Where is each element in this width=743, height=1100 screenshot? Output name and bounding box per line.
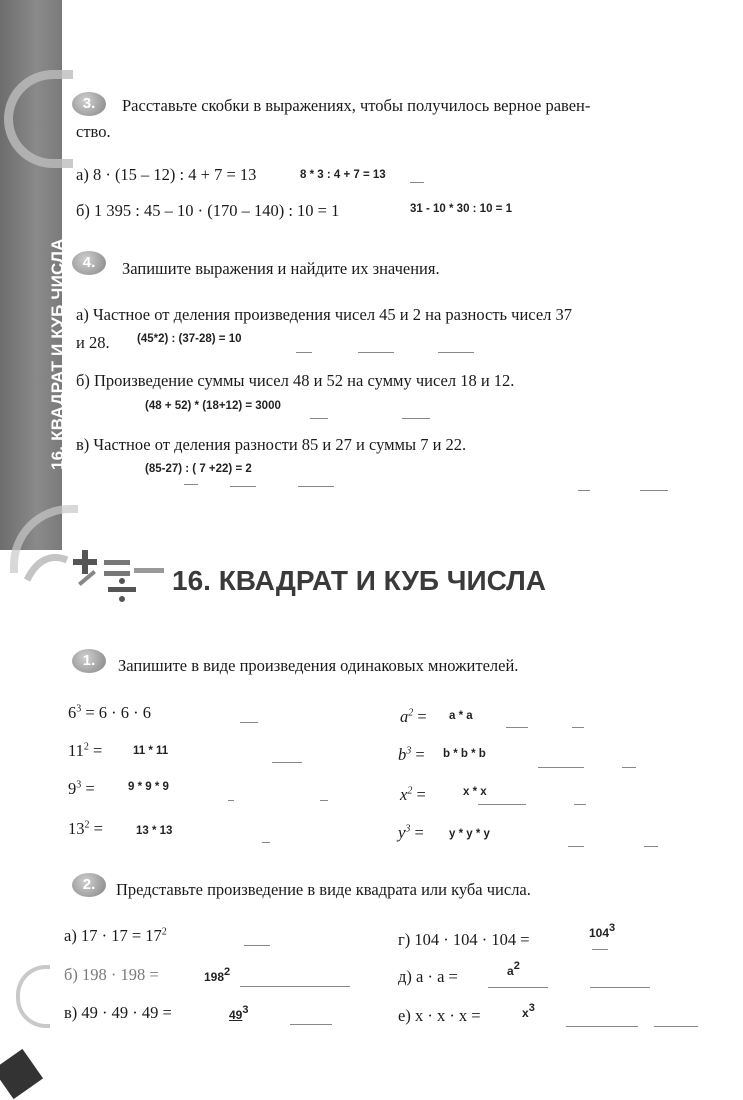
task-1-right-row-1-answer: a * a [449, 710, 473, 722]
answer-line [358, 352, 394, 353]
answer-line [402, 418, 430, 419]
task-2b-answer: 1982 [204, 966, 231, 984]
task-1-right-row-2-answer: b * b * b [443, 748, 486, 760]
answer-line [272, 762, 302, 763]
chapter-side-title: 16. КВАДРАТ И КУБ ЧИСЛА [48, 238, 67, 470]
answer-line [592, 949, 608, 950]
answer-line [184, 484, 198, 485]
answer-line [578, 490, 590, 491]
task-2f-expression: е) x · x · x = [398, 1006, 481, 1025]
answer-line [310, 418, 328, 419]
task-1-right-row-3: $x^2$ = [400, 785, 426, 804]
task-3-text-line2: ство. [76, 122, 111, 141]
answer-line [320, 800, 328, 801]
task-2e-answer: a2 [507, 960, 520, 978]
task-1-right-row-4: $y^3$ = [398, 823, 424, 842]
answer-line [298, 486, 334, 487]
answer-line [640, 490, 668, 491]
task-1-badge: 1. [72, 649, 106, 673]
task-3a-expression: а) 8 · (15 – 12) : 4 + 7 = 13 [76, 165, 257, 184]
task-3-text-line1: Расставьте скобки в выражениях, чтобы получилось верное равен- [122, 96, 591, 115]
task-3a-answer: 8 * 3 : 4 + 7 = 13 [300, 169, 386, 181]
answer-line [228, 800, 234, 801]
margin-arc-decoration [16, 965, 50, 1028]
task-4b-answer: (48 + 52) * (18+12) = 3000 [145, 400, 281, 412]
task-1-right-row-3-answer: x * x [463, 786, 487, 798]
task-2d-expression: г) 104 · 104 · 104 = [398, 930, 530, 949]
task-1-left-row-2: $11^2$ = [68, 741, 103, 760]
answer-line [568, 846, 584, 847]
answer-line [240, 722, 258, 723]
answer-line [654, 1026, 698, 1027]
task-1-left-row-1: $6^3 = 6 \cdot 6 \cdot 6$ [68, 703, 152, 722]
answer-line [478, 804, 526, 805]
answer-line [506, 727, 528, 728]
answer-line [244, 945, 270, 946]
section-math-ornament-icon [22, 540, 172, 615]
task-1-right-row-4-answer: y * y * y [449, 828, 490, 840]
answer-line [240, 986, 350, 987]
task-4a-line1: а) Частное от деления произведения чисел 45 и 2 на разность чисел 37 [76, 305, 573, 324]
answer-line [644, 846, 658, 847]
task-3b-expression: б) 1 395 : 45 – 10 · (170 – 140) : 10 = 1 [76, 201, 340, 220]
task-1-left-row-3: $9^3$ = [68, 779, 95, 798]
answer-line [488, 987, 548, 988]
task-4-badge: 4. [72, 251, 106, 275]
answer-line [438, 352, 474, 353]
task-2c-answer: 493 [229, 1004, 249, 1022]
answer-line [566, 1026, 638, 1027]
section-title: 16. КВАДРАТ И КУБ ЧИСЛА [172, 565, 546, 596]
task-2d-answer: 1043 [589, 922, 616, 940]
task-4c-answer: (85-27) : ( 7 +22) = 2 [145, 463, 252, 475]
answer-line [574, 804, 586, 805]
answer-line [230, 486, 256, 487]
task-1-left-row-4-answer: 13 * 13 [136, 825, 173, 837]
task-1-left-row-3-answer: 9 * 9 * 9 [128, 781, 169, 793]
task-4-text: Запишите выражения и найдите их значения. [122, 259, 440, 278]
task-2f-answer: x3 [522, 1002, 535, 1020]
task-4b-line1: б) Произведение суммы чисел 48 и 52 на сумму чисел 18 и 12. [76, 371, 515, 390]
task-4a-answer: (45*2) : (37-28) = 10 [137, 333, 242, 345]
task-2a-expression: а) $17 \cdot 17 = 17^2$ [64, 926, 167, 945]
answer-line [296, 352, 312, 353]
task-1-right-row-2: $b^3$ = [398, 745, 425, 764]
publisher-logo-icon [0, 1049, 43, 1099]
task-4a-line2: и 28. [76, 333, 110, 352]
task-2-text: Представьте произведение в виде квадрата или куба числа. [116, 880, 531, 899]
answer-line [572, 727, 584, 728]
task-2-badge: 2. [72, 873, 106, 897]
task-1-left-row-2-answer: 11 * 11 [133, 745, 169, 757]
answer-line [410, 182, 424, 183]
task-3b-answer: 31 - 10 * 30 : 10 = 1 [410, 203, 512, 215]
answer-line [290, 1024, 332, 1025]
task-1-left-row-4: $13^2$ = [68, 819, 103, 838]
task-2c-expression: в) 49 · 49 · 49 = [64, 1003, 172, 1022]
task-3-badge: 3. [72, 92, 106, 116]
task-1-text: Запишите в виде произведения одинаковых множителей. [118, 656, 519, 675]
task-2b-expression: б) 198 · 198 = [64, 965, 159, 984]
task-4c-line1: в) Частное от деления разности 85 и 27 и суммы 7 и 22. [76, 435, 467, 454]
task-2e-expression: д) a · a = [398, 967, 458, 986]
answer-line [622, 767, 636, 768]
answer-line [262, 842, 270, 843]
answer-line [538, 767, 584, 768]
answer-line [590, 987, 650, 988]
task-1-right-row-1: $a^2$ = [400, 707, 427, 726]
